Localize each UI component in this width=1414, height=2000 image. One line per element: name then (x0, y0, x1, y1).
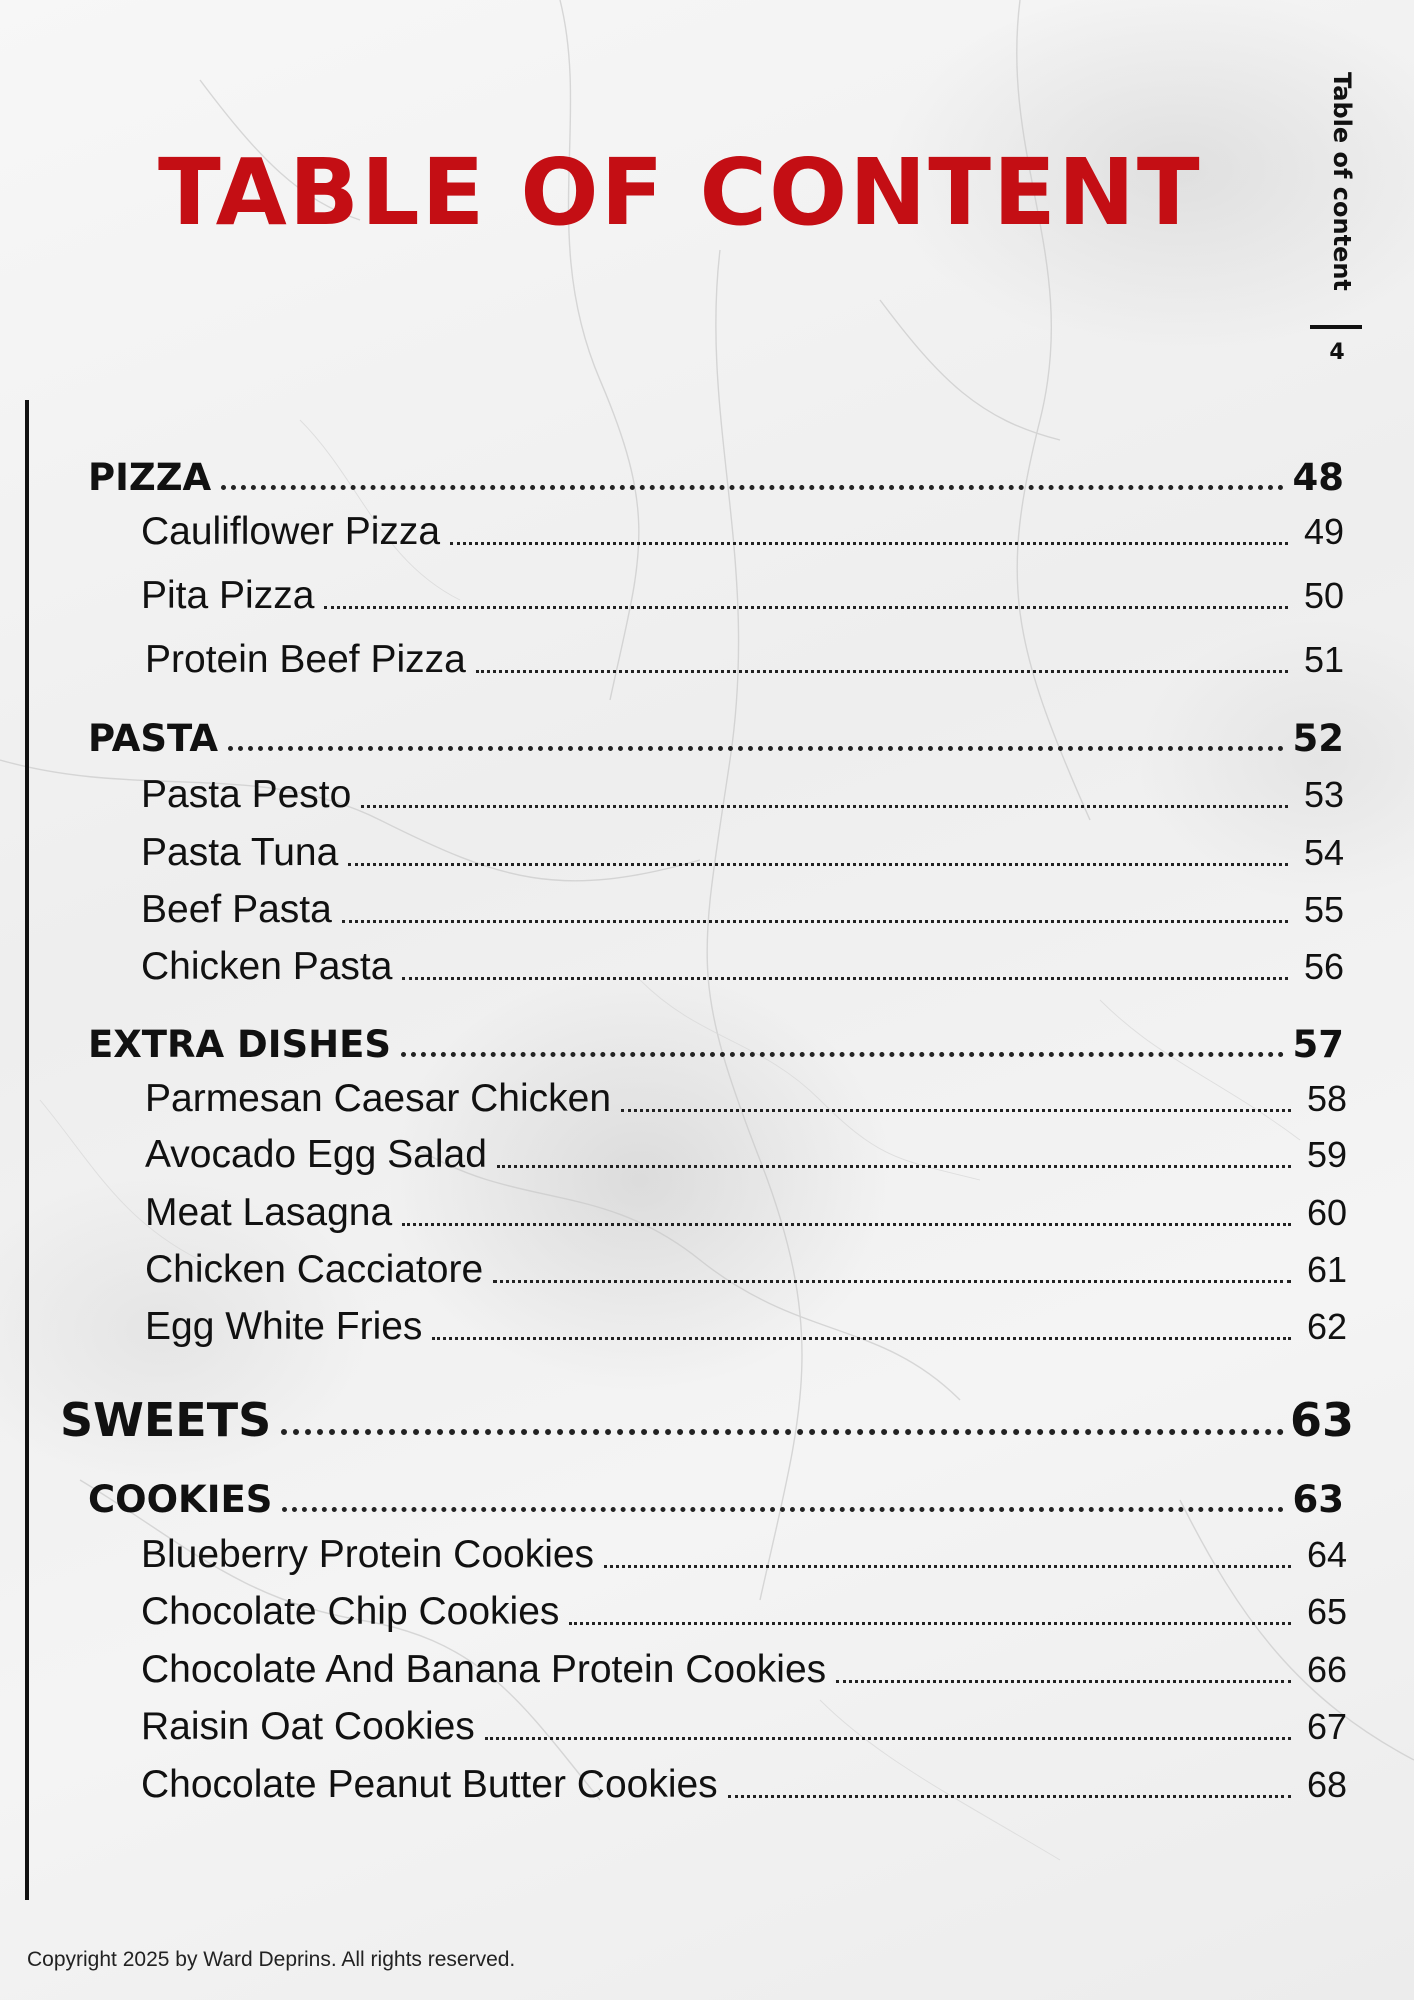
dot-leader (282, 1507, 1284, 1512)
dot-leader (348, 863, 1288, 866)
toc-section-title: PASTA (88, 717, 219, 760)
toc-section-extra-dishes[interactable] (88, 1013, 1344, 1069)
toc-item-label: Chocolate Chip Cookies (141, 1590, 560, 1633)
page-number: 4 (1329, 340, 1345, 365)
toc-item-page: 56 (1303, 946, 1344, 987)
dot-leader (228, 746, 1284, 751)
toc-item-label: Chicken Pasta (141, 945, 393, 988)
dot-leader (401, 1052, 1284, 1057)
toc-item[interactable] (141, 768, 1344, 818)
dot-leader (476, 670, 1288, 673)
toc-item-label: Pita Pizza (141, 574, 315, 617)
dot-leader (604, 1565, 1291, 1568)
toc-item[interactable] (141, 883, 1344, 933)
toc-item[interactable] (145, 1243, 1347, 1293)
toc-item-label: Parmesan Caesar Chicken (145, 1077, 612, 1120)
toc-item-page: 64 (1306, 1534, 1347, 1575)
dot-leader (485, 1737, 1291, 1740)
toc-item[interactable] (145, 633, 1344, 683)
dot-leader (361, 805, 1288, 808)
toc-item-page: 55 (1303, 889, 1344, 930)
toc-item[interactable] (141, 569, 1344, 619)
toc-item-page: 54 (1303, 832, 1344, 873)
toc-section-title: PIZZA (88, 456, 212, 499)
toc-item-page: 61 (1306, 1249, 1347, 1290)
side-section-label (1324, 72, 1360, 314)
dot-leader (497, 1165, 1291, 1168)
toc-section-title: EXTRA DISHES (88, 1023, 392, 1066)
toc-item[interactable] (141, 1700, 1347, 1750)
toc-item-label: Cauliflower Pizza (141, 510, 441, 553)
copyright-footer: Copyright 2025 by Ward Deprins. All rights reserved. (27, 1948, 516, 1971)
page-title: TABLE OF CONTENT (158, 139, 1202, 246)
dot-leader (621, 1109, 1291, 1112)
toc-item-page: 58 (1306, 1078, 1347, 1119)
toc-item[interactable] (141, 1585, 1347, 1635)
toc-part-title: SWEETS (60, 1393, 272, 1447)
toc-item[interactable] (141, 505, 1344, 555)
toc-item-label: Blueberry Protein Cookies (141, 1533, 595, 1576)
toc-item[interactable] (141, 1758, 1347, 1808)
dot-leader (342, 920, 1288, 923)
dot-leader (493, 1280, 1291, 1283)
toc-item-page: 49 (1303, 511, 1344, 552)
side-divider (1310, 325, 1362, 329)
dot-leader (324, 606, 1288, 609)
toc-item-page: 60 (1306, 1192, 1347, 1233)
dot-leader (402, 977, 1288, 980)
dot-leader (281, 1429, 1284, 1435)
toc-section-pasta[interactable] (88, 707, 1344, 763)
toc-item-label: Beef Pasta (141, 888, 332, 931)
toc-section-page: 63 (1292, 1478, 1344, 1521)
toc-item-page: 65 (1306, 1591, 1347, 1632)
toc-item-label: Chocolate Peanut Butter Cookies (141, 1763, 718, 1806)
left-vertical-rule (25, 400, 29, 1900)
toc-part-page: 63 (1289, 1393, 1354, 1447)
toc-item-page: 67 (1306, 1706, 1347, 1747)
dot-leader (402, 1223, 1291, 1226)
toc-item-page: 59 (1306, 1134, 1347, 1175)
dot-leader (569, 1622, 1291, 1625)
toc-item[interactable] (141, 1528, 1347, 1578)
toc-item-page: 66 (1306, 1649, 1347, 1690)
toc-item-label: Egg White Fries (145, 1305, 423, 1348)
toc-item-label: Avocado Egg Salad (145, 1133, 487, 1176)
toc-item-label: Chocolate And Banana Protein Cookies (141, 1648, 827, 1691)
toc-item[interactable] (141, 1643, 1347, 1693)
toc-item[interactable] (141, 940, 1344, 990)
dot-leader (221, 485, 1284, 490)
dot-leader (450, 542, 1288, 545)
toc-item-label: Pasta Pesto (141, 773, 352, 816)
toc-item-label: Chicken Cacciatore (145, 1248, 484, 1291)
dot-leader (728, 1795, 1291, 1798)
toc-item[interactable] (145, 1072, 1347, 1122)
toc-item-page: 51 (1303, 639, 1344, 680)
dot-leader (432, 1337, 1291, 1340)
toc-section-pizza[interactable] (88, 446, 1344, 502)
dot-leader (836, 1680, 1291, 1683)
toc-item-page: 50 (1303, 575, 1344, 616)
toc-section-title: COOKIES (88, 1478, 273, 1521)
toc-section-page: 57 (1292, 1023, 1344, 1066)
toc-item[interactable] (145, 1186, 1347, 1236)
side-section-label-text: Table of content (1328, 72, 1356, 291)
toc-part-sweets[interactable] (60, 1385, 1354, 1449)
toc-item-page: 53 (1303, 774, 1344, 815)
toc-item[interactable] (145, 1300, 1347, 1350)
toc-item-label: Raisin Oat Cookies (141, 1705, 475, 1748)
toc-item-page: 62 (1306, 1306, 1347, 1347)
toc-section-page: 48 (1292, 456, 1344, 499)
toc-item-label: Meat Lasagna (145, 1191, 393, 1234)
toc-item-label: Pasta Tuna (141, 831, 339, 874)
toc-section-cookies[interactable] (88, 1468, 1344, 1524)
toc-item[interactable] (141, 826, 1344, 876)
toc-section-page: 52 (1292, 717, 1344, 760)
toc-item-label: Protein Beef Pizza (145, 638, 466, 681)
toc-item-page: 68 (1306, 1764, 1347, 1805)
toc-item[interactable] (145, 1128, 1347, 1178)
